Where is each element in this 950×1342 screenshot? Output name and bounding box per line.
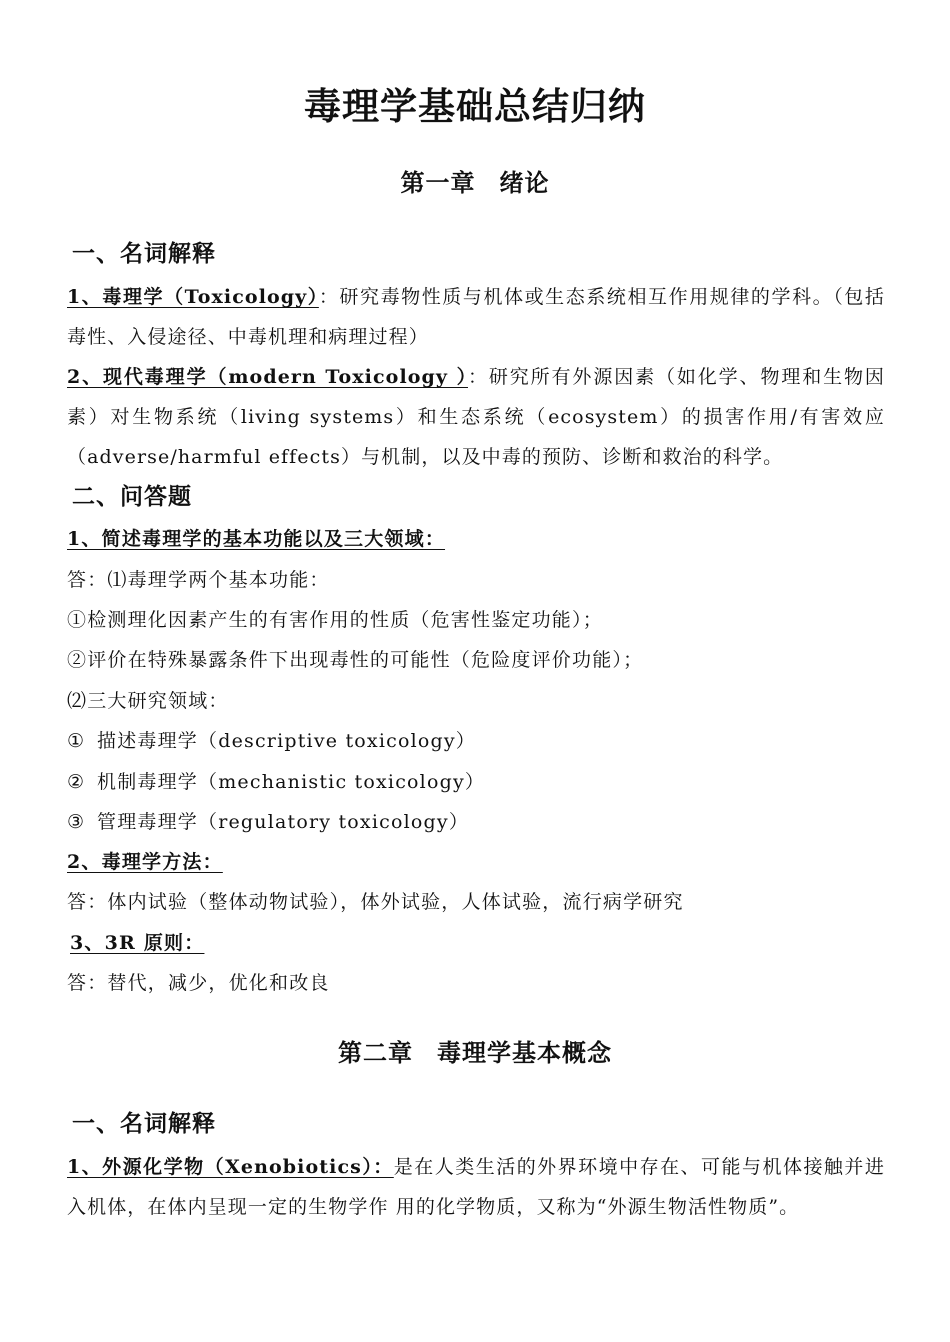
ch1-q3-answer: 答：替代，减少，优化和改良 [67,972,330,994]
chapter-2-name: 毒理学基本概念 [437,1038,612,1067]
ch1-q1-field-3-number: ③ [67,811,86,833]
ch1-section-questions-heading: 二、问答题 [72,483,192,510]
ch2-section-definitions-heading: 一、名词解释 [72,1110,216,1137]
ch1-definition-modern-toxicology [67,357,885,477]
ch1-q1-field-1 [67,726,476,756]
ch1-definition-toxicology [67,277,885,357]
ch1-q1-answer-line-3: ②评价在特殊暴露条件下出现毒性的可能性（危险度评价功能）； [67,649,644,671]
chapter-2-heading [0,1036,950,1070]
ch1-question-2-text: 2、毒理学方法： [67,851,223,873]
ch1-q1-answer-line-1: 答：⑴毒理学两个基本功能： [67,569,330,591]
chapter-1-number: 第一章 [400,168,476,197]
ch1-question-3-text: 3、3R 原则： [70,932,205,954]
ch1-q1-field-1-text: 描述毒理学（descriptive toxicology） [97,730,477,752]
ch1-q2-answer: 答：体内试验（整体动物试验），体外试验，人体试验，流行病学研究 [67,891,684,913]
ch1-q1-field-2-text: 机制毒理学（mechanistic toxicology） [97,771,486,793]
chapter-1-name: 绪论 [499,168,550,197]
ch1-def2-text: ：研究所有外源因素（如化学、物理和生物因素）对生物系统（living systems）和生态系统（ecosystem）的损害作用/有害效应（adverse/harmful effects）与机制，以及中毒的预防、诊断和救治的科学。 [67,366,885,468]
ch1-q1-field-2 [67,767,485,797]
ch1-q1-field-2-number: ② [67,771,86,793]
ch2-definition-xenobiotics [67,1147,885,1227]
ch1-q1-answer-line-4: ⑵三大研究领域： [67,690,229,712]
ch1-section-definitions-heading: 一、名词解释 [72,240,216,267]
chapter-2-number: 第二章 [338,1038,413,1067]
ch1-def1-term: 1、毒理学（Toxicology） [67,286,319,308]
ch1-question-1-text: 1、简述毒理学的基本功能以及三大领域： [67,528,446,550]
ch1-question-1 [67,524,445,554]
ch1-q1-answer-line-2: ①检测理化因素产生的有害作用的性质（危害性鉴定功能）； [67,609,603,631]
ch1-q1-field-3 [67,807,469,837]
chapter-1-heading [0,166,950,200]
ch1-q1-field-1-number: ① [67,730,86,752]
ch1-q1-field-3-text: 管理毒理学（regulatory toxicology） [97,811,470,833]
ch1-def1-text: ：研究毒物性质与机体或生态系统相互作用规律的学科。（包括毒性、入侵途径、中毒机理和病理过程） [67,286,885,348]
ch1-def2-term: 2、现代毒理学（modern Toxicology ） [67,366,468,388]
ch1-question-3 [70,928,204,958]
ch1-question-2 [67,847,223,877]
ch2-def1-term: 1、外源化学物（Xenobiotics）： [67,1156,394,1178]
ch2-def1-text: 是在人类生活的外界环境中存在、可能与机体接触并进入机体，在体内呈现一定的生物学作 用的化学物质，又称为“外源生物活性物质”。 [67,1156,886,1218]
document-title: 毒理学基础总结归纳 [304,85,646,128]
